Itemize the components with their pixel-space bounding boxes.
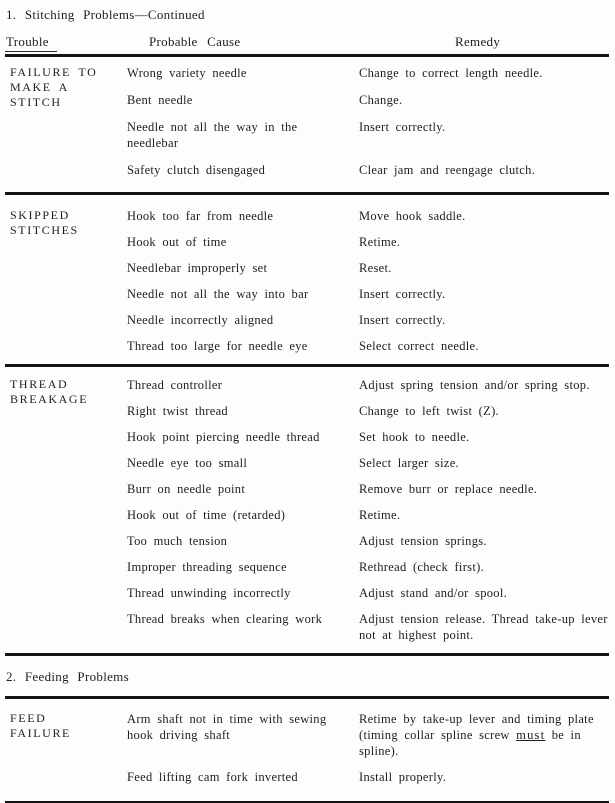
table-row — [127, 403, 609, 419]
remedy-cell — [359, 711, 609, 759]
trouble-label — [10, 377, 124, 407]
cause-cell: Feed lifting cam fork inverted — [127, 770, 298, 784]
cause-cell: Right twist thread — [127, 404, 228, 418]
cause-cell: Hook point piercing needle thread — [127, 430, 320, 444]
table-row — [127, 92, 609, 108]
table-row — [127, 585, 609, 601]
table-header-row — [5, 34, 609, 52]
cause-cell: Burr on needle point — [127, 482, 246, 496]
remedy-cell: Set hook to needle. — [359, 430, 470, 444]
section-skipped-stitches — [5, 195, 609, 354]
table-row — [127, 119, 609, 151]
cause-cell: Too much tension — [127, 534, 228, 548]
table-row — [127, 429, 609, 445]
table-row — [127, 559, 609, 575]
cause-cell: Improper threading sequence — [127, 560, 287, 574]
remedy-cell: Retime. — [359, 235, 401, 249]
remedy-cell: Select correct needle. — [359, 339, 479, 353]
remedy-cell: Insert correctly. — [359, 313, 446, 327]
table-row — [127, 481, 609, 497]
cause-cell: Safety clutch disengaged — [127, 163, 266, 177]
trouble-label-line: SKIPPED — [10, 208, 70, 222]
section-feed-failure — [5, 699, 609, 799]
remedy-cell: Adjust spring tension and/or spring stop. — [359, 378, 590, 392]
cause-cell: Thread breaks when clearing work — [127, 612, 323, 626]
cause-cell: Hook out of time (retarded) — [127, 508, 286, 522]
remedy-cell: Adjust stand and/or spool. — [359, 586, 508, 600]
remedy-cell: Reset. — [359, 261, 392, 275]
cause-cell: Needle eye too small — [127, 456, 248, 470]
remedy-text: be in spline). — [359, 728, 581, 758]
remedy-cell: Adjust tension release. Thread take-up lever not at highest point. — [359, 612, 608, 642]
table-row — [127, 260, 609, 276]
cause-cell: Needle not all the way into bar — [127, 287, 309, 301]
column-header-remedy: Remedy — [455, 34, 501, 49]
table-row — [127, 507, 609, 523]
trouble-label — [10, 711, 124, 741]
column-header-trouble: Trouble — [5, 34, 57, 52]
remedy-cell: Insert correctly. — [359, 120, 446, 134]
trouble-label-line: BREAKAGE — [10, 392, 89, 406]
remedy-cell: Select larger size. — [359, 456, 459, 470]
trouble-label — [10, 208, 124, 238]
remedy-text: Retime by take-up lever and timing plate (timing collar spline screw — [359, 712, 594, 742]
trouble-label-line: STITCH — [10, 95, 62, 109]
trouble-label-line: FEED — [10, 711, 47, 725]
cause-cell: Needle not all the way in the needlebar — [127, 120, 298, 150]
section-1-title: 1. Stitching Problems—Continued — [6, 7, 205, 22]
remedy-cell: Clear jam and reengage clutch. — [359, 163, 536, 177]
trouble-label-line: FAILURE — [10, 726, 71, 740]
trouble-label — [10, 65, 124, 110]
table-row — [127, 533, 609, 549]
trouble-label-line: STITCHES — [10, 223, 79, 237]
remedy-cell: Remove burr or replace needle. — [359, 482, 538, 496]
cause-cell: Arm shaft not in time with sewing hook driving shaft — [127, 712, 327, 742]
section-2-title: 2. Feeding Problems — [6, 669, 129, 684]
remedy-cell: Retime. — [359, 508, 401, 522]
remedy-cell: Adjust tension springs. — [359, 534, 487, 548]
cause-cell: Hook out of time — [127, 235, 227, 249]
remedy-underlined-word: must — [516, 728, 546, 742]
section-divider-rule — [5, 653, 609, 656]
remedy-cell: Move hook saddle. — [359, 209, 466, 223]
table-row — [127, 65, 609, 81]
trouble-label-line: MAKE A — [10, 80, 69, 94]
table-row — [127, 338, 609, 354]
cause-cell: Wrong variety needle — [127, 66, 247, 80]
cause-cell: Thread too large for needle eye — [127, 339, 308, 353]
column-header-probable-cause: Probable Cause — [149, 34, 241, 49]
trouble-label-line: THREAD — [10, 377, 69, 391]
remedy-cell: Change. — [359, 93, 403, 107]
table-row — [127, 711, 609, 759]
cause-cell: Thread controller — [127, 378, 223, 392]
cause-cell: Needle incorrectly aligned — [127, 313, 274, 327]
cause-cell: Needlebar improperly set — [127, 261, 268, 275]
table-row — [127, 769, 609, 785]
table-row — [127, 162, 609, 178]
table-row — [127, 455, 609, 471]
remedy-cell: Install properly. — [359, 770, 447, 784]
cause-cell: Thread unwinding incorrectly — [127, 586, 291, 600]
column-header-trouble-wrap — [5, 34, 127, 52]
table-row — [127, 234, 609, 250]
remedy-cell: Change to left twist (Z). — [359, 404, 499, 418]
table-row — [127, 377, 609, 393]
table-row — [127, 286, 609, 302]
section-failure-to-make-a-stitch — [5, 57, 609, 190]
remedy-cell: Rethread (check first). — [359, 560, 484, 574]
remedy-cell: Change to correct length needle. — [359, 66, 543, 80]
table-row — [127, 312, 609, 328]
cause-cell: Hook too far from needle — [127, 209, 274, 223]
section-thread-breakage — [5, 367, 609, 643]
trouble-label-line: FAILURE TO — [10, 65, 98, 79]
remedy-cell: Insert correctly. — [359, 287, 446, 301]
table-row — [127, 611, 609, 643]
table-row — [127, 208, 609, 224]
cause-cell: Bent needle — [127, 93, 193, 107]
